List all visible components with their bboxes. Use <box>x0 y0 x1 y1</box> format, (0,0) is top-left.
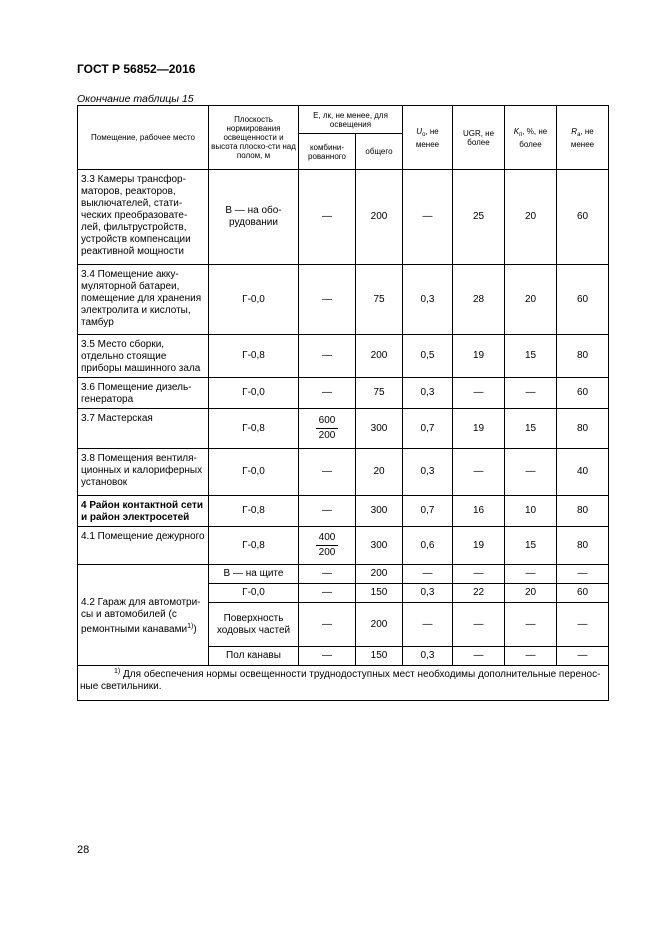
ra-cell: 60 <box>557 265 609 335</box>
header-uo-tail: , не менее <box>415 126 440 149</box>
section-heading-cell: 4 Район контактной сети и район электросетей <box>78 496 209 527</box>
table-row <box>78 170 609 265</box>
header-uo-sub: o <box>422 131 426 138</box>
kp-cell: — <box>505 603 557 647</box>
table-row <box>78 496 609 527</box>
combined-fraction <box>316 415 339 442</box>
ra-cell: 60 <box>557 584 609 603</box>
combined-cell <box>299 409 356 449</box>
plane-cell: Г-0,8 <box>209 527 299 565</box>
plane-cell: В — на щите <box>209 565 299 584</box>
plane-cell: Г-0,8 <box>209 409 299 449</box>
room-cell-garage <box>78 565 209 666</box>
plane-cell: Г-0,0 <box>209 265 299 335</box>
room-cell: 3.8 Помещения вентиля-ционных и калориферных установок <box>78 449 209 496</box>
ra-cell: 40 <box>557 449 609 496</box>
uo-cell: 0,3 <box>403 647 453 666</box>
ugr-cell: — <box>453 603 505 647</box>
header-plane: Плоскость нормирования освещенности и высота плоско-сти над полом, м <box>209 106 299 170</box>
table-row <box>78 335 609 378</box>
kp-cell: — <box>505 449 557 496</box>
header-combined: комбини-рованного <box>299 134 356 170</box>
general-cell: 150 <box>356 647 403 666</box>
header-ra <box>557 106 609 170</box>
ra-cell: 80 <box>557 496 609 527</box>
header-uo-symbol: U <box>416 126 423 136</box>
kp-cell: — <box>505 378 557 409</box>
uo-cell: 0,7 <box>403 409 453 449</box>
table-row <box>78 527 609 565</box>
header-room: Помещение, рабочее место <box>78 106 209 170</box>
fraction-denominator: 200 <box>318 547 336 558</box>
footnote-marker: 1) <box>114 668 121 675</box>
fraction-numerator: 600 <box>316 415 339 429</box>
fraction-numerator: 400 <box>316 532 339 546</box>
footnote-row <box>78 666 609 701</box>
plane-cell: Г-0,8 <box>209 496 299 527</box>
combined-cell: — <box>299 584 356 603</box>
uo-cell: 0,5 <box>403 335 453 378</box>
uo-cell: 0,7 <box>403 496 453 527</box>
general-cell: 200 <box>356 335 403 378</box>
room-cell: 3.7 Мастерская <box>78 409 209 449</box>
general-cell: 75 <box>356 265 403 335</box>
combined-cell: — <box>299 565 356 584</box>
general-cell: 200 <box>356 565 403 584</box>
ra-cell: 80 <box>557 527 609 565</box>
ra-cell: — <box>557 565 609 584</box>
kp-cell: 15 <box>505 335 557 378</box>
ugr-cell: — <box>453 565 505 584</box>
garage-room-tail: ) <box>193 623 197 635</box>
plane-cell: Г-0,0 <box>209 378 299 409</box>
table-row <box>78 409 609 449</box>
uo-cell: — <box>403 603 453 647</box>
room-cell: 4.1 Помещение дежурного <box>78 527 209 565</box>
plane-cell: Г-0,0 <box>209 584 299 603</box>
combined-cell: — <box>299 170 356 265</box>
ugr-cell: 22 <box>453 584 505 603</box>
general-cell: 200 <box>356 603 403 647</box>
table-caption: Окончание таблицы 15 <box>77 93 194 105</box>
room-cell: 3.6 Помещение дизель-генератора <box>78 378 209 409</box>
fraction-denominator: 200 <box>318 430 336 441</box>
ugr-cell: 16 <box>453 496 505 527</box>
combined-cell: — <box>299 647 356 666</box>
general-cell: 300 <box>356 409 403 449</box>
kp-cell: 10 <box>505 496 557 527</box>
uo-cell: 0,3 <box>403 265 453 335</box>
uo-cell: 0,3 <box>403 584 453 603</box>
room-cell: 3.3 Камеры трансфор-маторов, реакторов, выключателей, стати-ческих преобразовате-лей, фильтрустройств, устройств компенсации реактивной мощности <box>78 170 209 265</box>
header-row <box>78 106 609 134</box>
kp-cell: — <box>505 647 557 666</box>
combined-cell: — <box>299 335 356 378</box>
ra-cell: 80 <box>557 335 609 378</box>
table-row <box>78 565 609 584</box>
uo-cell: 0,3 <box>403 378 453 409</box>
header-kp-tail: , %, не более <box>519 126 548 149</box>
uo-cell: 0,6 <box>403 527 453 565</box>
footnote-ref: 1) <box>187 622 194 630</box>
kp-cell: 20 <box>505 170 557 265</box>
general-cell: 150 <box>356 584 403 603</box>
combined-cell: — <box>299 496 356 527</box>
plane-cell: Г-0,0 <box>209 449 299 496</box>
ugr-cell: 28 <box>453 265 505 335</box>
uo-cell: 0,3 <box>403 449 453 496</box>
ra-cell: — <box>557 647 609 666</box>
room-cell: 3.4 Помещение акку-муляторной батареи, помещение для хранения электролита и кислоты, тамбур <box>78 265 209 335</box>
plane-cell: Поверхность ходовых частей <box>209 603 299 647</box>
plane-cell: Пол канавы <box>209 647 299 666</box>
table-row <box>78 378 609 409</box>
header-illuminance: E, лк, не менее, для освещения <box>299 106 403 134</box>
plane-cell: В — на обо-рудовании <box>209 170 299 265</box>
header-kp-sub: п <box>519 131 523 138</box>
footnote-text: Для обеспечения нормы освещенности труднодоступных мест необходимы дополнительные перенос-ные светильники. <box>80 669 601 692</box>
general-cell: 20 <box>356 449 403 496</box>
general-cell: 300 <box>356 496 403 527</box>
room-cell: 3.5 Место сборки, отдельно стоящие приборы машинного зала <box>78 335 209 378</box>
ugr-cell: 19 <box>453 409 505 449</box>
ugr-cell: — <box>453 378 505 409</box>
ugr-cell: — <box>453 647 505 666</box>
header-ra-sub: a <box>577 131 581 138</box>
kp-cell: 20 <box>505 265 557 335</box>
ra-cell: 80 <box>557 409 609 449</box>
lighting-norms-table <box>77 105 609 701</box>
header-kp <box>505 106 557 170</box>
header-kp-symbol: K <box>513 126 520 136</box>
footnote-cell <box>78 666 609 701</box>
ugr-cell: — <box>453 449 505 496</box>
ugr-cell: 19 <box>453 335 505 378</box>
document-code: ГОСТ Р 56852—2016 <box>77 62 196 76</box>
combined-cell: — <box>299 603 356 647</box>
page-number: 28 <box>77 844 90 856</box>
combined-cell: — <box>299 265 356 335</box>
header-ra-tail: , не менее <box>570 126 595 149</box>
plane-cell: Г-0,8 <box>209 335 299 378</box>
combined-cell <box>299 527 356 565</box>
kp-cell: — <box>505 565 557 584</box>
kp-cell: 15 <box>505 527 557 565</box>
uo-cell: — <box>403 565 453 584</box>
ra-cell: — <box>557 603 609 647</box>
uo-cell: — <box>403 170 453 265</box>
garage-room-text: 4.2 Гараж для автомотри-сы и автомобилей (с ремонтными канавами <box>81 596 201 635</box>
ra-cell: 60 <box>557 378 609 409</box>
table-row <box>78 449 609 496</box>
header-ra-symbol: R <box>571 126 578 136</box>
ugr-cell: 19 <box>453 527 505 565</box>
combined-fraction <box>316 532 339 559</box>
kp-cell: 20 <box>505 584 557 603</box>
ra-cell: 60 <box>557 170 609 265</box>
combined-cell: — <box>299 449 356 496</box>
header-uo <box>403 106 453 170</box>
combined-cell: — <box>299 378 356 409</box>
header-general: общего <box>356 134 403 170</box>
general-cell: 300 <box>356 527 403 565</box>
general-cell: 75 <box>356 378 403 409</box>
header-ugr: UGR, не более <box>453 106 505 170</box>
kp-cell: 15 <box>505 409 557 449</box>
table-row <box>78 265 609 335</box>
ugr-cell: 25 <box>453 170 505 265</box>
general-cell: 200 <box>356 170 403 265</box>
